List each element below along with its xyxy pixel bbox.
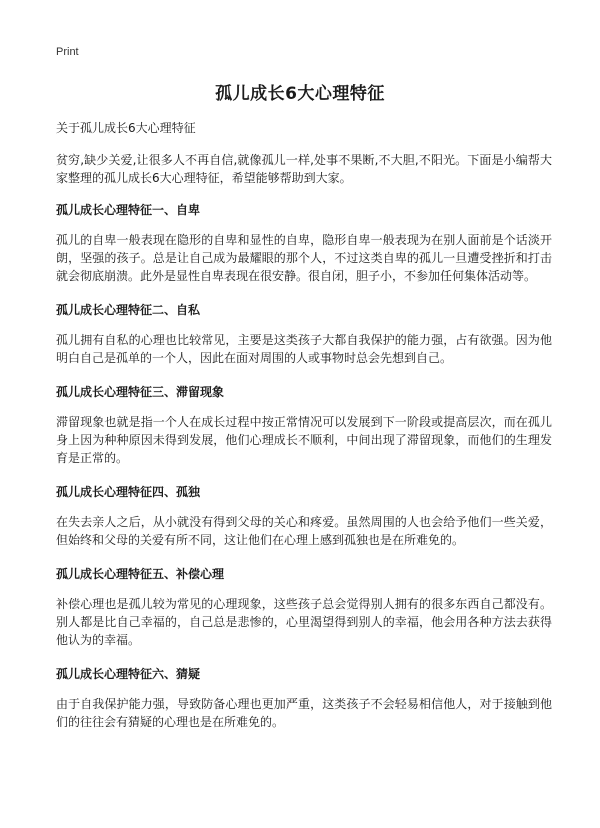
section-paragraph: 由于自我保护能力强，导致防备心理也更加严重，这类孩子不会轻易相信他人，对于接触到他们的往往会有猜疑的心理也是在所难免的。 xyxy=(56,697,552,729)
document-body xyxy=(56,119,552,747)
section-4 xyxy=(56,483,552,549)
section-paragraph: 在失去亲人之后，从小就没有得到父母的关心和疼爱。虽然周围的人也会给予他们一些关爱，但始终和父母的关爱有所不同，这让他们在心理上感到孤独也是在所难免的。 xyxy=(56,515,552,547)
section-paragraph: 补偿心理也是孤儿较为常见的心理现象，这些孩子总会觉得别人拥有的很多东西自己都没有。别人都是比自己幸福的，自己总是悲惨的，心里渴望得到别人的幸福，他会用各种方法去获得他认为的幸福。 xyxy=(56,597,552,647)
document-subtitle: 关于孤儿成长6大心理特征 xyxy=(56,121,196,135)
section-heading: 孤儿成长心理特征四、孤独 xyxy=(56,485,201,499)
page-title: 孤儿成长6大心理特征 xyxy=(215,84,385,104)
section-paragraph: 孤儿的自卑一般表现在隐形的自卑和显性的自卑，隐形自卑一般表现为在别人面前是个话淡开朗，坚强的孩子。总是让自己成为最耀眼的那个人，不过这类自卑的孤儿一旦遭受挫折和打击就会彻底崩溃。此外是显性自卑表现在很安静。很自闭，胆子小，不参加任何集体活动等。 xyxy=(56,233,552,283)
section-1 xyxy=(56,201,552,285)
section-2 xyxy=(56,301,552,367)
section-paragraph: 滞留现象也就是指一个人在成长过程中按正常情况可以发展到下一阶段或提高层次，而在孤儿身上因为种种原因未得到发展，他们心理成长不顺利，中间出现了滞留现象，而他们的生理发育是正常的。 xyxy=(56,415,552,465)
section-3 xyxy=(56,383,552,467)
section-heading: 孤儿成长心理特征三、滞留现象 xyxy=(56,385,225,399)
section-paragraph: 孤儿拥有自私的心理也比较常见，主要是这类孩子大都自我保护的能力强，占有欲强。因为他明白自己是孤单的一个人，因此在面对周围的人或事物时总会先想到自己。 xyxy=(56,333,552,365)
section-heading: 孤儿成长心理特征一、自卑 xyxy=(56,203,201,217)
section-heading: 孤儿成长心理特征五、补偿心理 xyxy=(56,567,225,581)
section-heading: 孤儿成长心理特征六、猜疑 xyxy=(56,667,201,681)
intro-paragraph: 贫穷,缺少关爱,让很多人不再自信,就像孤儿一样,处事不果断,不大胆,不阳光。下面是小编帮大家整理的孤儿成长6大心理特征，希望能够帮助到大家。 xyxy=(56,153,552,185)
section-5 xyxy=(56,565,552,649)
print-link[interactable]: Print xyxy=(56,46,79,58)
section-6 xyxy=(56,665,552,731)
section-heading: 孤儿成长心理特征二、自私 xyxy=(56,303,201,317)
